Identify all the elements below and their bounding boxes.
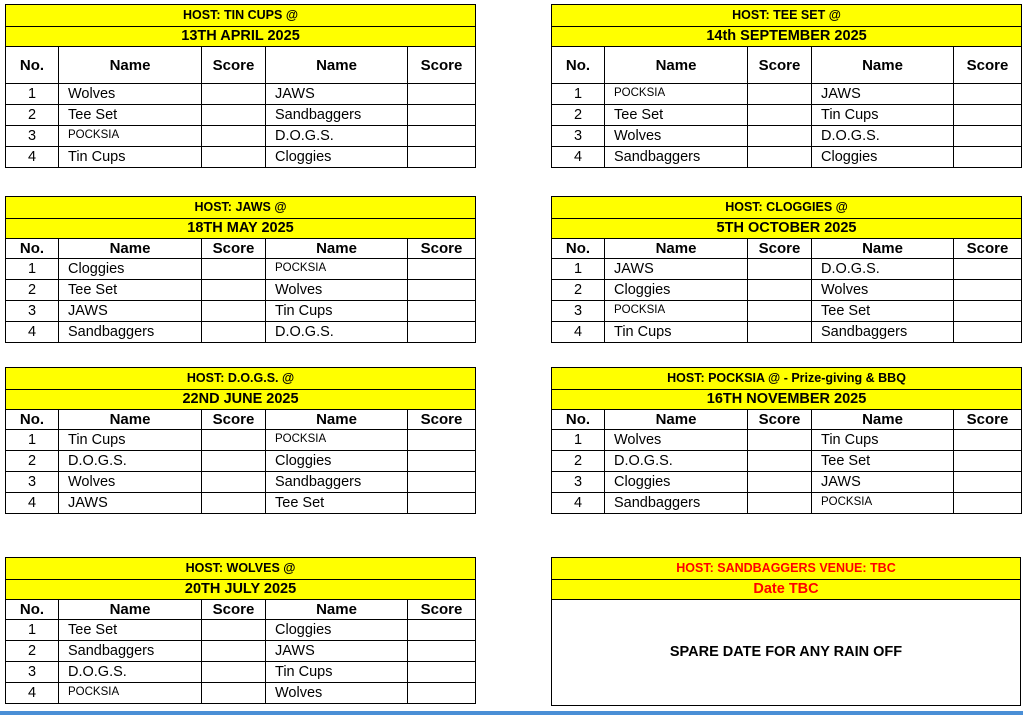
col-header-score: Score <box>748 47 812 84</box>
table-row <box>6 280 476 301</box>
match-number: 2 <box>6 105 59 126</box>
away-team: POCKSIA <box>266 430 408 451</box>
table-row <box>6 126 476 147</box>
away-team: Wolves <box>812 280 954 301</box>
home-score-cell[interactable] <box>748 280 812 301</box>
away-team: Wolves <box>266 280 408 301</box>
fixture-date: 14th SEPTEMBER 2025 <box>552 27 1022 47</box>
home-team: Sandbaggers <box>605 493 748 514</box>
table-row <box>552 126 1022 147</box>
home-team: Tin Cups <box>59 147 202 168</box>
home-score-cell[interactable] <box>748 322 812 343</box>
match-number: 2 <box>552 280 605 301</box>
table-row <box>6 472 476 493</box>
col-header-name: Name <box>59 47 202 84</box>
home-team: Tee Set <box>59 105 202 126</box>
home-score-cell[interactable] <box>748 84 812 105</box>
away-score-cell[interactable] <box>408 430 476 451</box>
fixture-date: 18TH MAY 2025 <box>6 219 476 239</box>
away-score-cell[interactable] <box>954 105 1022 126</box>
match-number: 1 <box>6 259 59 280</box>
table-row <box>6 430 476 451</box>
match-number: 2 <box>6 280 59 301</box>
table-row <box>6 84 476 105</box>
away-team: Tin Cups <box>812 105 954 126</box>
col-header-score: Score <box>202 600 266 620</box>
fixture-host: HOST: D.O.G.S. @ <box>6 368 476 390</box>
match-number: 3 <box>6 472 59 493</box>
away-score-cell[interactable] <box>954 493 1022 514</box>
home-score-cell[interactable] <box>202 259 266 280</box>
match-number: 3 <box>552 126 605 147</box>
home-score-cell[interactable] <box>202 126 266 147</box>
table-row <box>6 641 476 662</box>
match-number: 4 <box>6 322 59 343</box>
col-header-score: Score <box>408 47 476 84</box>
col-header-score: Score <box>202 410 266 430</box>
table-row <box>552 280 1022 301</box>
away-team: JAWS <box>266 84 408 105</box>
fixture-date: 5TH OCTOBER 2025 <box>552 219 1022 239</box>
match-number: 2 <box>6 451 59 472</box>
home-score-cell[interactable] <box>748 451 812 472</box>
fixture-host: HOST: JAWS @ <box>6 197 476 219</box>
away-team: JAWS <box>812 472 954 493</box>
home-team: POCKSIA <box>605 84 748 105</box>
col-header-no: No. <box>552 47 605 84</box>
col-header-name: Name <box>266 47 408 84</box>
away-score-cell[interactable] <box>954 301 1022 322</box>
fixture-block <box>5 196 475 343</box>
spare-host: HOST: SANDBAGGERS VENUE: TBC <box>552 558 1021 580</box>
col-header-no: No. <box>552 239 605 259</box>
table-row <box>6 683 476 704</box>
match-number: 4 <box>552 322 605 343</box>
home-score-cell[interactable] <box>748 301 812 322</box>
home-score-cell[interactable] <box>748 147 812 168</box>
home-score-cell[interactable] <box>748 430 812 451</box>
away-score-cell[interactable] <box>954 472 1022 493</box>
col-header-name: Name <box>266 239 408 259</box>
away-score-cell[interactable] <box>954 430 1022 451</box>
col-header-no: No. <box>6 410 59 430</box>
home-team: Sandbaggers <box>605 147 748 168</box>
col-header-name: Name <box>266 600 408 620</box>
away-score-cell[interactable] <box>408 280 476 301</box>
col-header-name: Name <box>59 410 202 430</box>
match-number: 4 <box>552 147 605 168</box>
fixture-host: HOST: POCKSIA @ - Prize-giving & BBQ <box>552 368 1022 390</box>
home-team: Tee Set <box>59 280 202 301</box>
away-score-cell[interactable] <box>408 683 476 704</box>
away-team: JAWS <box>266 641 408 662</box>
col-header-name: Name <box>812 47 954 84</box>
table-row <box>6 301 476 322</box>
home-score-cell[interactable] <box>202 620 266 641</box>
home-team: Tee Set <box>605 105 748 126</box>
fixture-block <box>551 196 1021 343</box>
home-team: Sandbaggers <box>59 322 202 343</box>
home-team: Cloggies <box>605 280 748 301</box>
table-row <box>6 259 476 280</box>
match-number: 1 <box>552 430 605 451</box>
home-score-cell[interactable] <box>202 322 266 343</box>
col-header-score: Score <box>202 239 266 259</box>
col-header-name: Name <box>59 239 202 259</box>
home-team: JAWS <box>59 493 202 514</box>
col-header-name: Name <box>605 47 748 84</box>
home-team: JAWS <box>59 301 202 322</box>
fixture-date: 16TH NOVEMBER 2025 <box>552 390 1022 410</box>
match-number: 1 <box>6 84 59 105</box>
table-row <box>6 620 476 641</box>
col-header-score: Score <box>748 410 812 430</box>
home-team: Cloggies <box>59 259 202 280</box>
spare-note: SPARE DATE FOR ANY RAIN OFF <box>552 600 1021 706</box>
away-score-cell[interactable] <box>408 126 476 147</box>
home-score-cell[interactable] <box>202 105 266 126</box>
away-score-cell[interactable] <box>954 280 1022 301</box>
home-team: D.O.G.S. <box>59 451 202 472</box>
home-team: POCKSIA <box>59 683 202 704</box>
home-team: Tee Set <box>59 620 202 641</box>
home-score-cell[interactable] <box>748 493 812 514</box>
home-score-cell[interactable] <box>202 280 266 301</box>
match-number: 4 <box>6 147 59 168</box>
match-number: 3 <box>552 472 605 493</box>
fixture-date: 20TH JULY 2025 <box>6 580 476 600</box>
home-team: POCKSIA <box>59 126 202 147</box>
col-header-name: Name <box>605 239 748 259</box>
table-row <box>552 147 1022 168</box>
away-score-cell[interactable] <box>408 84 476 105</box>
table-row <box>552 301 1022 322</box>
away-score-cell[interactable] <box>408 493 476 514</box>
match-number: 1 <box>552 259 605 280</box>
table-row <box>552 451 1022 472</box>
col-header-score: Score <box>954 47 1022 84</box>
home-score-cell[interactable] <box>748 259 812 280</box>
fixture-date: 13TH APRIL 2025 <box>6 27 476 47</box>
away-team: D.O.G.S. <box>266 126 408 147</box>
match-number: 1 <box>6 620 59 641</box>
away-team: Cloggies <box>266 451 408 472</box>
home-score-cell[interactable] <box>202 683 266 704</box>
away-team: Cloggies <box>812 147 954 168</box>
away-team: Sandbaggers <box>812 322 954 343</box>
col-header-name: Name <box>266 410 408 430</box>
home-score-cell[interactable] <box>748 472 812 493</box>
fixture-host: HOST: CLOGGIES @ <box>552 197 1022 219</box>
away-team: Cloggies <box>266 147 408 168</box>
match-number: 2 <box>6 641 59 662</box>
table-row <box>552 472 1022 493</box>
fixture-date: 22ND JUNE 2025 <box>6 390 476 410</box>
away-team: POCKSIA <box>812 493 954 514</box>
fixture-host: HOST: WOLVES @ <box>6 558 476 580</box>
home-score-cell[interactable] <box>202 493 266 514</box>
match-number: 3 <box>552 301 605 322</box>
away-score-cell[interactable] <box>954 451 1022 472</box>
home-team: Tin Cups <box>605 322 748 343</box>
col-header-name: Name <box>59 600 202 620</box>
away-score-cell[interactable] <box>408 301 476 322</box>
col-header-no: No. <box>6 600 59 620</box>
away-team: Tee Set <box>266 493 408 514</box>
away-score-cell[interactable] <box>954 259 1022 280</box>
away-team: Tin Cups <box>812 430 954 451</box>
fixture-host: HOST: TEE SET @ <box>552 5 1022 27</box>
home-score-cell[interactable] <box>202 451 266 472</box>
away-team: POCKSIA <box>266 259 408 280</box>
table-row <box>6 493 476 514</box>
away-score-cell[interactable] <box>408 322 476 343</box>
match-number: 3 <box>6 126 59 147</box>
home-team: Wolves <box>59 472 202 493</box>
col-header-score: Score <box>748 239 812 259</box>
match-number: 3 <box>6 662 59 683</box>
home-team: Cloggies <box>605 472 748 493</box>
home-score-cell[interactable] <box>748 126 812 147</box>
table-row <box>6 662 476 683</box>
col-header-no: No. <box>552 410 605 430</box>
home-score-cell[interactable] <box>202 147 266 168</box>
col-header-score: Score <box>408 600 476 620</box>
home-team: Wolves <box>605 430 748 451</box>
home-team: Wolves <box>605 126 748 147</box>
match-number: 2 <box>552 451 605 472</box>
col-header-score: Score <box>954 239 1022 259</box>
col-header-no: No. <box>6 239 59 259</box>
home-team: Wolves <box>59 84 202 105</box>
col-header-name: Name <box>812 239 954 259</box>
table-row <box>552 84 1022 105</box>
spare-date-block <box>551 557 1021 706</box>
fixture-block <box>5 557 475 704</box>
col-header-score: Score <box>954 410 1022 430</box>
away-team: Sandbaggers <box>266 105 408 126</box>
away-team: Tin Cups <box>266 301 408 322</box>
table-row <box>552 259 1022 280</box>
away-score-cell[interactable] <box>954 322 1022 343</box>
away-score-cell[interactable] <box>408 451 476 472</box>
away-score-cell[interactable] <box>408 620 476 641</box>
home-score-cell[interactable] <box>748 105 812 126</box>
away-team: Wolves <box>266 683 408 704</box>
col-header-name: Name <box>605 410 748 430</box>
away-score-cell[interactable] <box>954 126 1022 147</box>
table-row <box>6 147 476 168</box>
match-number: 4 <box>552 493 605 514</box>
home-team: D.O.G.S. <box>59 662 202 683</box>
spare-date: Date TBC <box>552 580 1021 600</box>
home-team: Tin Cups <box>59 430 202 451</box>
table-row <box>6 322 476 343</box>
home-score-cell[interactable] <box>202 301 266 322</box>
col-header-name: Name <box>812 410 954 430</box>
away-score-cell[interactable] <box>408 472 476 493</box>
away-team: Tin Cups <box>266 662 408 683</box>
fixture-block <box>551 367 1021 514</box>
match-number: 4 <box>6 493 59 514</box>
away-team: D.O.G.S. <box>812 259 954 280</box>
table-row <box>552 322 1022 343</box>
home-team: JAWS <box>605 259 748 280</box>
match-number: 3 <box>6 301 59 322</box>
home-score-cell[interactable] <box>202 472 266 493</box>
table-row <box>552 493 1022 514</box>
home-team: POCKSIA <box>605 301 748 322</box>
table-row <box>552 105 1022 126</box>
home-score-cell[interactable] <box>202 641 266 662</box>
away-team: Sandbaggers <box>266 472 408 493</box>
fixture-block <box>5 4 475 168</box>
home-score-cell[interactable] <box>202 84 266 105</box>
bottom-bar <box>0 711 1023 715</box>
table-row <box>6 451 476 472</box>
fixture-block <box>5 367 475 514</box>
away-score-cell[interactable] <box>408 641 476 662</box>
col-header-no: No. <box>6 47 59 84</box>
away-team: Tee Set <box>812 301 954 322</box>
home-team: Sandbaggers <box>59 641 202 662</box>
away-team: D.O.G.S. <box>812 126 954 147</box>
col-header-score: Score <box>202 47 266 84</box>
home-score-cell[interactable] <box>202 662 266 683</box>
away-team: D.O.G.S. <box>266 322 408 343</box>
table-row <box>6 105 476 126</box>
away-score-cell[interactable] <box>408 662 476 683</box>
home-score-cell[interactable] <box>202 430 266 451</box>
away-score-cell[interactable] <box>408 259 476 280</box>
away-score-cell[interactable] <box>954 147 1022 168</box>
away-team: Tee Set <box>812 451 954 472</box>
table-row <box>552 430 1022 451</box>
match-number: 2 <box>552 105 605 126</box>
away-score-cell[interactable] <box>408 105 476 126</box>
match-number: 1 <box>552 84 605 105</box>
home-team: D.O.G.S. <box>605 451 748 472</box>
match-number: 4 <box>6 683 59 704</box>
away-team: JAWS <box>812 84 954 105</box>
col-header-score: Score <box>408 239 476 259</box>
match-number: 1 <box>6 430 59 451</box>
away-team: Cloggies <box>266 620 408 641</box>
fixture-block <box>551 4 1021 168</box>
away-score-cell[interactable] <box>954 84 1022 105</box>
col-header-score: Score <box>408 410 476 430</box>
fixture-host: HOST: TIN CUPS @ <box>6 5 476 27</box>
away-score-cell[interactable] <box>408 147 476 168</box>
